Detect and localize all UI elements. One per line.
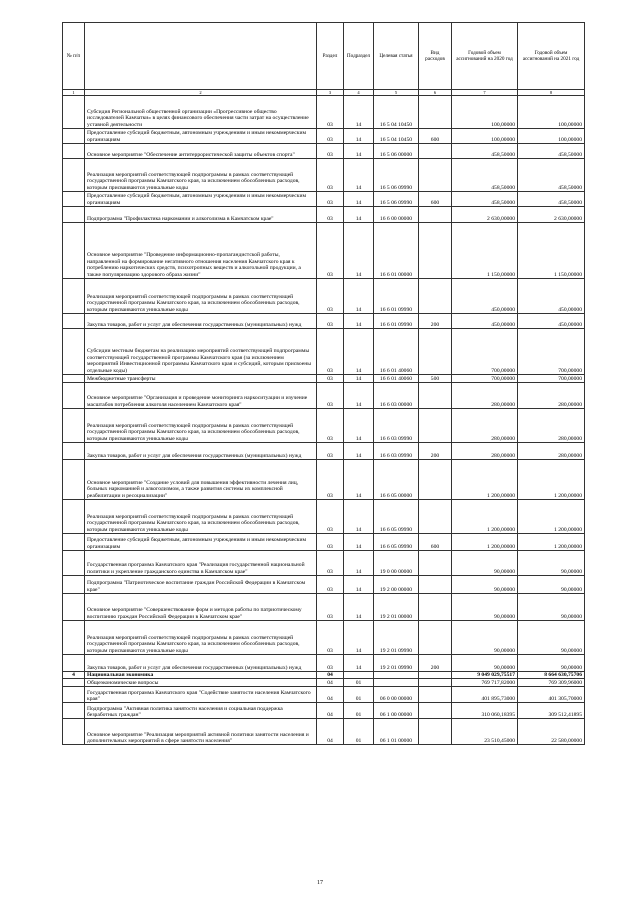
row-target-article: 16 5 06 09990 — [374, 192, 419, 207]
row-expense-type: 500 — [419, 375, 452, 383]
header-podrazdel: Подраздел — [344, 23, 374, 90]
row-podrazdel: 14 — [344, 534, 374, 551]
row-expense-type — [419, 223, 452, 279]
row-razdel: 03 — [317, 655, 344, 672]
row-number — [63, 443, 85, 460]
table-row — [63, 703, 585, 719]
row-podrazdel: 14 — [344, 375, 374, 383]
row-amount-2020: 280,00000 — [452, 409, 518, 443]
row-expense-type — [419, 594, 452, 621]
row-podrazdel: 14 — [344, 329, 374, 375]
row-razdel: 04 — [317, 687, 344, 703]
table-row — [63, 192, 585, 207]
row-razdel: 03 — [317, 207, 344, 223]
row-podrazdel: 14 — [344, 96, 374, 129]
row-number — [63, 207, 85, 223]
row-target-article: 16 5 04 10450 — [374, 129, 419, 144]
row-amount-2020: 458,50000 — [452, 159, 518, 192]
row-name: Предоставление субсидий бюджетным, автономным учреждениям и иным некоммерческим организациям — [85, 129, 317, 144]
row-expense-type — [419, 159, 452, 192]
row-razdel: 03 — [317, 96, 344, 129]
row-amount-2020: 700,00000 — [452, 329, 518, 375]
row-target-article: 19 2 00 00000 — [374, 576, 419, 594]
row-expense-type: 600 — [419, 129, 452, 144]
row-amount-2021: 1 200,00000 — [518, 460, 585, 500]
row-razdel: 03 — [317, 443, 344, 460]
row-name: Закупка товаров, работ и услуг для обеспечения государственных (муниципальных) нужд — [85, 655, 317, 672]
row-number — [63, 679, 85, 687]
row-podrazdel: 14 — [344, 576, 374, 594]
row-razdel: 03 — [317, 279, 344, 314]
row-amount-2020: 700,00000 — [452, 375, 518, 383]
row-target-article: 19 2 01 00000 — [374, 594, 419, 621]
row-razdel: 04 — [317, 679, 344, 687]
row-target-article: 19 2 01 09990 — [374, 655, 419, 672]
row-expense-type — [419, 719, 452, 745]
row-number — [63, 655, 85, 672]
row-target-article: 16 6 00 00000 — [374, 207, 419, 223]
table-row — [63, 409, 585, 443]
row-target-article — [374, 679, 419, 687]
row-razdel: 03 — [317, 534, 344, 551]
table-row — [63, 460, 585, 500]
row-number — [63, 279, 85, 314]
row-number — [63, 594, 85, 621]
row-amount-2020: 458,50000 — [452, 192, 518, 207]
row-number — [63, 144, 85, 159]
row-target-article: 16 6 03 00000 — [374, 383, 419, 409]
row-podrazdel: 14 — [344, 655, 374, 672]
row-amount-2020: 458,50000 — [452, 144, 518, 159]
row-amount-2021: 280,00000 — [518, 409, 585, 443]
row-number — [63, 687, 85, 703]
row-podrazdel: 14 — [344, 144, 374, 159]
row-name: Предоставление субсидий бюджетным, автономным учреждениям и иным некоммерческим организациям — [85, 192, 317, 207]
row-name: Подпрограмма "Патриотическое воспитание граждан Российской Федерации в Камчатском крае" — [85, 576, 317, 594]
row-podrazdel: 14 — [344, 594, 374, 621]
row-razdel: 03 — [317, 329, 344, 375]
colnum-8: 8 — [518, 90, 585, 96]
row-amount-2020: 450,00000 — [452, 314, 518, 329]
row-number — [63, 383, 85, 409]
row-razdel: 03 — [317, 500, 344, 534]
row-name: Межбюджетные трансферты — [85, 375, 317, 383]
row-target-article: 19 2 01 09990 — [374, 621, 419, 655]
table-row — [63, 672, 585, 679]
row-podrazdel: 01 — [344, 679, 374, 687]
row-amount-2021: 2 630,00000 — [518, 207, 585, 223]
row-expense-type — [419, 279, 452, 314]
table-row — [63, 576, 585, 594]
row-expense-type — [419, 144, 452, 159]
row-amount-2021: 700,00000 — [518, 375, 585, 383]
page-number: 17 — [317, 880, 323, 886]
row-podrazdel: 14 — [344, 621, 374, 655]
header-no: № п/п — [63, 23, 85, 90]
row-name: Общеэкономические вопросы — [85, 679, 317, 687]
row-name: Государственная программа Камчатского края "Содействие занятости населения Камчатского края" — [85, 687, 317, 703]
row-podrazdel: 14 — [344, 314, 374, 329]
row-number — [63, 703, 85, 719]
row-target-article: 06 1 01 00000 — [374, 719, 419, 745]
row-name: Основное мероприятие "Совершенствование форм и методов работы по патриотическому воспитанию граждан Российской Федерации в Камчатском крае" — [85, 594, 317, 621]
header-target-article: Целевая статья — [374, 23, 419, 90]
row-amount-2021: 769 309,96000 — [518, 679, 585, 687]
row-podrazdel: 14 — [344, 443, 374, 460]
row-name: Реализация мероприятий соответствующей подпрограммы в рамках соответствующей государственной программы Камчатского края, за исключением обособленных расходов, которым присваиваются уникальные коды — [85, 621, 317, 655]
row-expense-type — [419, 329, 452, 375]
row-target-article — [374, 672, 419, 679]
colnum-2: 2 — [85, 90, 317, 96]
row-amount-2021: 90,00000 — [518, 621, 585, 655]
row-podrazdel: 14 — [344, 192, 374, 207]
row-expense-type — [419, 551, 452, 576]
row-expense-type: 200 — [419, 314, 452, 329]
header-razdel: Раздел — [317, 23, 344, 90]
row-number — [63, 96, 85, 129]
row-expense-type — [419, 409, 452, 443]
row-amount-2020: 1 150,00000 — [452, 223, 518, 279]
row-amount-2020: 769 717,82000 — [452, 679, 518, 687]
row-amount-2021: 8 664 630,75706 — [518, 672, 585, 679]
row-amount-2020: 90,00000 — [452, 551, 518, 576]
row-razdel: 04 — [317, 719, 344, 745]
row-razdel: 03 — [317, 192, 344, 207]
row-amount-2021: 1 150,00000 — [518, 223, 585, 279]
row-amount-2020: 401 895,73000 — [452, 687, 518, 703]
table-row — [63, 383, 585, 409]
row-target-article: 16 6 01 00000 — [374, 223, 419, 279]
row-name: Подпрограмма "Активная политика занятости населения и социальная поддержка безработных граждан" — [85, 703, 317, 719]
row-expense-type — [419, 207, 452, 223]
row-name: Основное мероприятие "Обеспечение антитеррористической защиты объектов спорта" — [85, 144, 317, 159]
row-amount-2020: 100,00000 — [452, 129, 518, 144]
table-row — [63, 687, 585, 703]
row-number — [63, 314, 85, 329]
row-razdel: 03 — [317, 129, 344, 144]
row-name: Реализация мероприятий соответствующей подпрограммы в рамках соответствующей государственной программы Камчатского края, за исключением обособленных расходов, которым присваиваются уникальные коды — [85, 500, 317, 534]
row-number — [63, 719, 85, 745]
row-amount-2021: 90,00000 — [518, 655, 585, 672]
row-expense-type — [419, 96, 452, 129]
row-name: Основное мероприятие "Создание условий для повышения эффективности лечения лиц, больных наркоманией и алкоголизмом, а также развития системы их комплексной реабилитации и ресоциализации" — [85, 460, 317, 500]
row-number — [63, 621, 85, 655]
row-razdel: 03 — [317, 409, 344, 443]
row-razdel: 03 — [317, 551, 344, 576]
row-amount-2020: 23 510,45000 — [452, 719, 518, 745]
row-amount-2021: 100,00000 — [518, 96, 585, 129]
row-amount-2021: 458,50000 — [518, 144, 585, 159]
row-number — [63, 500, 85, 534]
row-amount-2020: 90,00000 — [452, 576, 518, 594]
colnum-4: 4 — [344, 90, 374, 96]
row-expense-type — [419, 679, 452, 687]
row-expense-type — [419, 500, 452, 534]
row-razdel: 04 — [317, 703, 344, 719]
row-name: Основное мероприятие "Реализация мероприятий активной политики занятости населения и дополнительных мероприятий в сфере занятости населения" — [85, 719, 317, 745]
row-expense-type — [419, 460, 452, 500]
colnum-5: 5 — [374, 90, 419, 96]
row-name: Основное мероприятие "Организация и проведение мониторинга наркоситуации и изучение масштабов потребления алкоголя населением Камчатского края" — [85, 383, 317, 409]
row-amount-2020: 90,00000 — [452, 594, 518, 621]
header-expense-type: Вид расходов — [419, 23, 452, 90]
header-2021: Годовой объем ассигнований на 2021 год — [518, 23, 585, 90]
table-row — [63, 621, 585, 655]
table-row — [63, 719, 585, 745]
row-name: Национальная экономика — [85, 672, 317, 679]
row-amount-2021: 90,00000 — [518, 594, 585, 621]
table-row — [63, 329, 585, 375]
row-podrazdel: 14 — [344, 207, 374, 223]
row-target-article: 16 6 05 09990 — [374, 534, 419, 551]
row-podrazdel: 14 — [344, 129, 374, 144]
row-amount-2020: 280,00000 — [452, 383, 518, 409]
row-razdel: 03 — [317, 223, 344, 279]
row-expense-type — [419, 672, 452, 679]
row-podrazdel: 14 — [344, 383, 374, 409]
row-target-article: 16 6 05 09990 — [374, 500, 419, 534]
row-razdel: 03 — [317, 383, 344, 409]
row-name: Государственная программа Камчатского края "Реализация государственной национальной политики и укрепление гражданского единства в Камчатском крае" — [85, 551, 317, 576]
budget-table — [62, 22, 585, 745]
header-name — [85, 23, 317, 90]
row-amount-2021: 458,50000 — [518, 159, 585, 192]
table-row — [63, 207, 585, 223]
row-podrazdel: 14 — [344, 551, 374, 576]
row-razdel: 03 — [317, 576, 344, 594]
row-number — [63, 329, 85, 375]
row-amount-2021: 90,00000 — [518, 576, 585, 594]
row-target-article: 16 5 04 10450 — [374, 96, 419, 129]
row-amount-2020: 280,00000 — [452, 443, 518, 460]
table-row — [63, 159, 585, 192]
row-podrazdel: 14 — [344, 223, 374, 279]
row-amount-2020: 9 049 029,75517 — [452, 672, 518, 679]
row-podrazdel: 01 — [344, 719, 374, 745]
row-amount-2020: 310 060,18395 — [452, 703, 518, 719]
row-number — [63, 159, 85, 192]
row-number — [63, 460, 85, 500]
row-expense-type — [419, 687, 452, 703]
row-amount-2021: 1 200,00000 — [518, 500, 585, 534]
row-target-article: 16 6 03 09990 — [374, 409, 419, 443]
colnum-7: 7 — [452, 90, 518, 96]
row-amount-2020: 1 200,00000 — [452, 500, 518, 534]
row-podrazdel: 14 — [344, 159, 374, 192]
row-amount-2021: 280,00000 — [518, 443, 585, 460]
row-target-article: 19 0 00 00000 — [374, 551, 419, 576]
table-row — [63, 223, 585, 279]
row-amount-2021: 22 580,00000 — [518, 719, 585, 745]
row-podrazdel: 14 — [344, 460, 374, 500]
table-row — [63, 551, 585, 576]
row-expense-type — [419, 621, 452, 655]
row-expense-type — [419, 703, 452, 719]
row-name: Субсидии местным бюджетам на реализацию мероприятий соответствующей подпрограммы соответствующей государственной программы Камчатского края (за исключением мероприятий Инвестиционной программы Камчатского края и субсидий, которым присвоены отдельные коды) — [85, 329, 317, 375]
table-row — [63, 314, 585, 329]
row-expense-type — [419, 576, 452, 594]
row-target-article: 16 5 06 09990 — [374, 159, 419, 192]
table-row — [63, 279, 585, 314]
row-target-article: 16 6 01 40060 — [374, 329, 419, 375]
row-number — [63, 576, 85, 594]
row-amount-2021: 90,00000 — [518, 551, 585, 576]
row-amount-2021: 1 200,00000 — [518, 534, 585, 551]
colnum-3: 3 — [317, 90, 344, 96]
row-razdel: 03 — [317, 460, 344, 500]
table-body — [63, 96, 585, 745]
row-expense-type: 200 — [419, 655, 452, 672]
row-number — [63, 192, 85, 207]
row-expense-type: 600 — [419, 192, 452, 207]
row-razdel: 03 — [317, 594, 344, 621]
row-number — [63, 223, 85, 279]
row-target-article: 06 1 00 00000 — [374, 703, 419, 719]
row-number — [63, 534, 85, 551]
table-row — [63, 679, 585, 687]
colnum-1: 1 — [63, 90, 85, 96]
row-amount-2021: 458,50000 — [518, 192, 585, 207]
row-name: Предоставление субсидий бюджетным, автономным учреждениям и иным некоммерческим организациям — [85, 534, 317, 551]
row-expense-type: 600 — [419, 534, 452, 551]
row-name: Закупка товаров, работ и услуг для обеспечения государственных (муниципальных) нужд — [85, 314, 317, 329]
row-name: Реализация мероприятий соответствующей подпрограммы в рамках соответствующей государственной программы Камчатского края, за исключением обособленных расходов, которым присваиваются уникальные коды — [85, 409, 317, 443]
row-razdel: 03 — [317, 314, 344, 329]
row-amount-2020: 450,00000 — [452, 279, 518, 314]
row-razdel: 03 — [317, 159, 344, 192]
row-amount-2020: 1 200,00000 — [452, 534, 518, 551]
row-target-article: 16 5 06 00000 — [374, 144, 419, 159]
table-row — [63, 96, 585, 129]
row-amount-2021: 450,00000 — [518, 314, 585, 329]
row-target-article: 06 0 00 00000 — [374, 687, 419, 703]
row-number — [63, 551, 85, 576]
row-name: Закупка товаров, работ и услуг для обеспечения государственных (муниципальных) нужд — [85, 443, 317, 460]
header-2020: Годовой объем ассигнований на 2020 год — [452, 23, 518, 90]
row-target-article: 16 6 05 00000 — [374, 460, 419, 500]
row-podrazdel: 14 — [344, 500, 374, 534]
row-expense-type: 200 — [419, 443, 452, 460]
row-target-article: 16 6 01 09990 — [374, 279, 419, 314]
table-row — [63, 534, 585, 551]
row-name: Основное мероприятие "Проведение информационно-пропагандистской работы, направленной на формирование негативного отношения населения Камчатского края к потреблению наркотических средств, психотропных веществ и алкогольной продукции, а также популяризацию здорового образа жизни" — [85, 223, 317, 279]
row-amount-2021: 309 512,41895 — [518, 703, 585, 719]
row-podrazdel: 01 — [344, 687, 374, 703]
row-target-article: 16 6 03 09990 — [374, 443, 419, 460]
table-row — [63, 594, 585, 621]
row-number — [63, 375, 85, 383]
row-amount-2021: 100,00000 — [518, 129, 585, 144]
table-row — [63, 500, 585, 534]
row-razdel: 03 — [317, 144, 344, 159]
row-podrazdel: 14 — [344, 279, 374, 314]
row-target-article: 16 6 01 40060 — [374, 375, 419, 383]
row-razdel: 03 — [317, 621, 344, 655]
row-expense-type — [419, 383, 452, 409]
row-amount-2020: 90,00000 — [452, 655, 518, 672]
row-podrazdel — [344, 672, 374, 679]
row-razdel: 03 — [317, 375, 344, 383]
row-razdel: 04 — [317, 672, 344, 679]
row-number: 4 — [63, 672, 85, 679]
row-podrazdel: 14 — [344, 409, 374, 443]
row-target-article: 16 6 01 09990 — [374, 314, 419, 329]
table-row — [63, 443, 585, 460]
colnum-6: 6 — [419, 90, 452, 96]
row-amount-2020: 2 630,00000 — [452, 207, 518, 223]
table-row — [63, 375, 585, 383]
table-row — [63, 655, 585, 672]
row-name: Субсидия Региональной общественной организации «Прогрессивное общество исследователей Камчатки» в целях финансового обеспечения части затрат на осуществление уставной деятельности — [85, 96, 317, 129]
row-name: Реализация мероприятий соответствующей подпрограммы в рамках соответствующей государственной программы Камчатского края, за исключением обособленных расходов, которым присваиваются уникальные коды — [85, 279, 317, 314]
row-amount-2021: 280,00000 — [518, 383, 585, 409]
row-amount-2020: 100,00000 — [452, 96, 518, 129]
row-name: Подпрограмма "Профилактика наркомании и алкоголизма в Камчатском крае" — [85, 207, 317, 223]
row-name: Реализация мероприятий соответствующей подпрограммы в рамках соответствующей государственной программы Камчатского края, за исключением обособленных расходов, которым присваиваются уникальные коды — [85, 159, 317, 192]
document-page — [62, 22, 584, 745]
row-amount-2020: 90,00000 — [452, 621, 518, 655]
table-row — [63, 144, 585, 159]
row-amount-2020: 1 200,00000 — [452, 460, 518, 500]
row-amount-2021: 401 305,70000 — [518, 687, 585, 703]
row-podrazdel: 01 — [344, 703, 374, 719]
row-number — [63, 409, 85, 443]
row-number — [63, 129, 85, 144]
row-amount-2021: 450,00000 — [518, 279, 585, 314]
table-header-row — [63, 23, 585, 90]
table-row — [63, 129, 585, 144]
row-amount-2021: 700,00000 — [518, 329, 585, 375]
